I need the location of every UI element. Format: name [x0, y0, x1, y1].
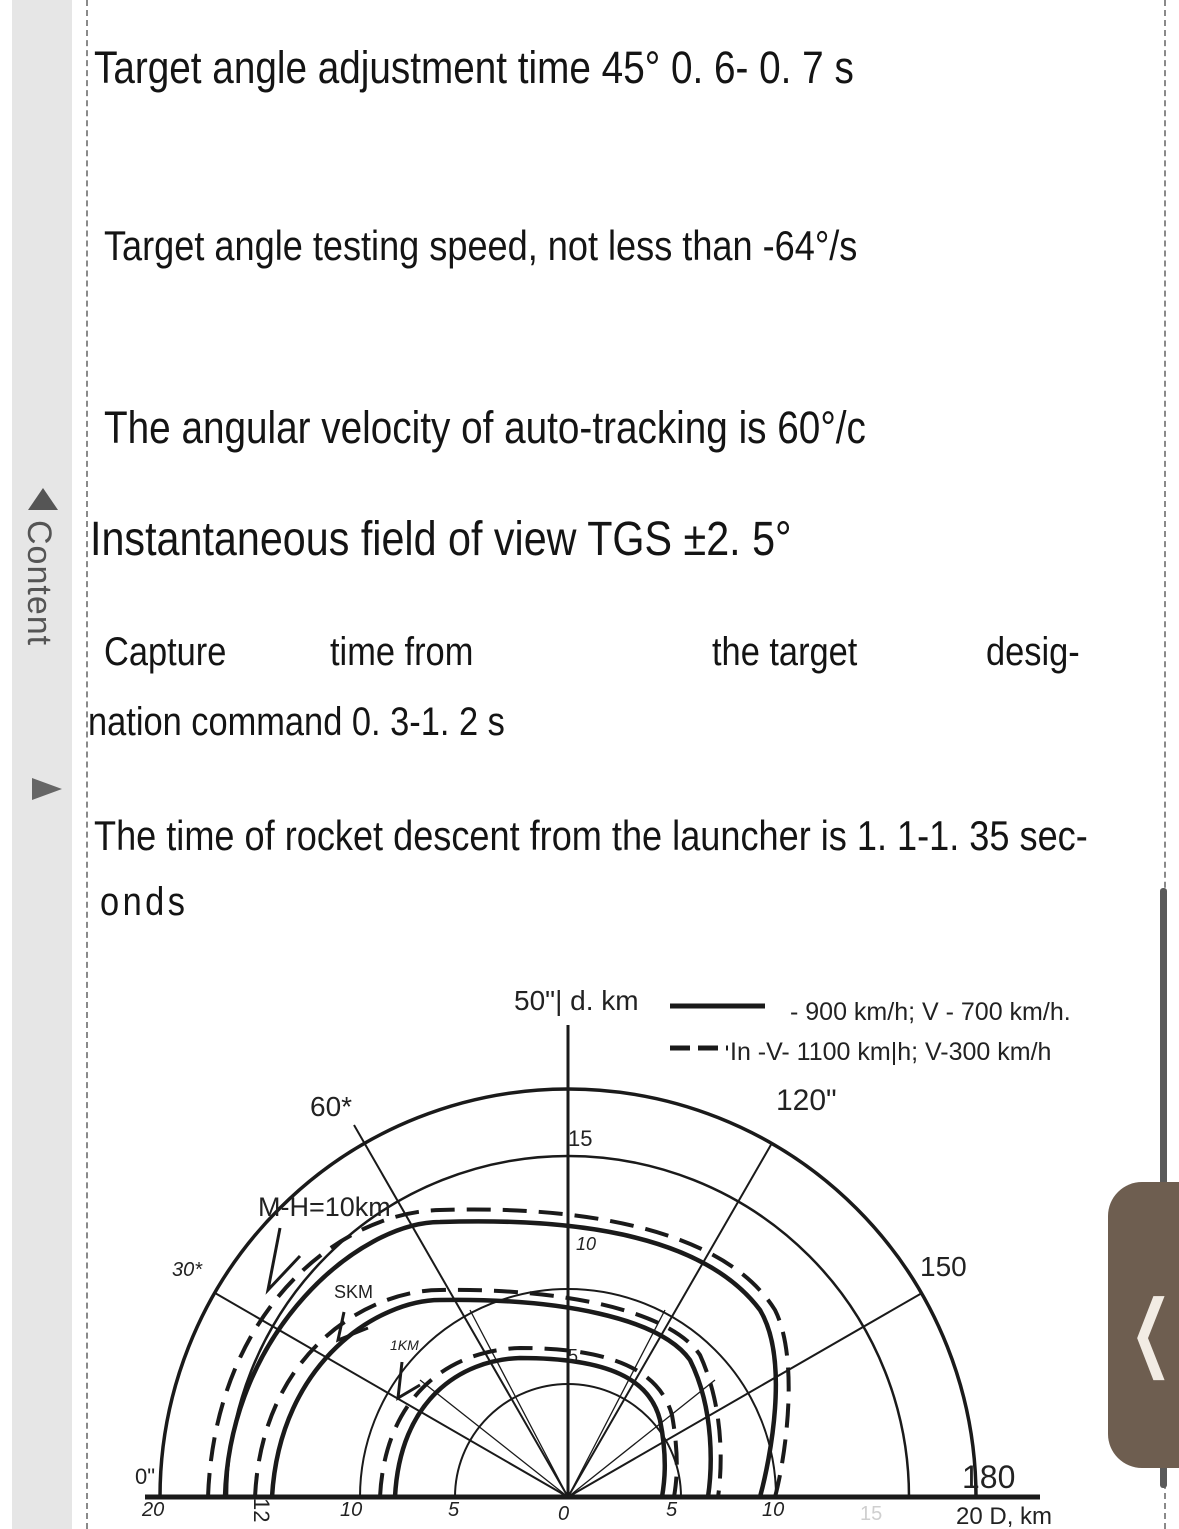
- spec-rocket-descent: The time of rocket descent from the launcher is 1. 1-1. 35 sec-: [94, 812, 1088, 859]
- zone-label-h5: SKM: [334, 1282, 374, 1302]
- range-label-15: 15: [568, 1126, 593, 1151]
- range-label-10: 10: [576, 1234, 597, 1254]
- zone-label-h10: M-H=10km: [258, 1192, 391, 1222]
- x-tick-20: 20: [142, 1499, 165, 1521]
- spec-field-of-view: Instantaneous field of view TGS ±2. 5°: [90, 513, 792, 566]
- range-label-5: 5: [568, 1346, 579, 1366]
- angle-30-label: 30*: [172, 1259, 203, 1281]
- spec-angular-velocity: The angular velocity of auto-tracking is 60°/c: [104, 402, 866, 453]
- collapse-panel-button[interactable]: [1108, 1182, 1179, 1468]
- x-tick-5-left: 5: [448, 1499, 460, 1521]
- radial-120: [568, 1143, 772, 1497]
- yaxis-label: 50"| d. km: [514, 985, 639, 1016]
- chevron-left-icon: ❮: [1130, 1282, 1173, 1380]
- zone-solid-h1: [395, 1358, 665, 1497]
- zone-label-h1: 1KM: [390, 1337, 419, 1353]
- spec-capture-word-4: desig-: [986, 630, 1080, 674]
- angle-180-label: 180: [962, 1459, 1016, 1495]
- angle-60-label: 60*: [310, 1091, 353, 1122]
- spec-testing-speed: Target angle testing speed, not less than -64°/s: [104, 222, 858, 269]
- content-label: Content: [20, 520, 58, 647]
- angle-0-label: 0": [135, 1464, 156, 1489]
- spec-adjustment-time: Target angle adjustment time 45° 0. 6- 0. 7 s: [94, 42, 854, 93]
- spec-capture-word-2: time from: [330, 630, 474, 674]
- angle-120-label: 120": [776, 1084, 837, 1117]
- spec-capture-word-1: Capture: [104, 630, 227, 674]
- x-tick-12: 12: [249, 1498, 274, 1523]
- legend-dashed-text: In -V- 1100 km|h; V-300 km/h: [730, 1038, 1052, 1066]
- zone-dashed-h5: [255, 1290, 721, 1497]
- spec-capture-time: nation command 0. 3-1. 2 s: [88, 700, 505, 744]
- zone-solid-h5: [272, 1300, 711, 1497]
- angle-150-label: 150: [920, 1251, 967, 1282]
- spec-capture-word-3: the target: [712, 630, 858, 674]
- radial-fine-4: [568, 1380, 715, 1497]
- x-tick-0: 0: [558, 1503, 570, 1525]
- x-tick-10-right: 10: [762, 1499, 785, 1521]
- x-tick-5-right: 5: [666, 1499, 678, 1521]
- radial-fine-3: [420, 1380, 568, 1497]
- zone-dashed-h10: [208, 1209, 789, 1497]
- arrow-marker-h10: [268, 1228, 300, 1290]
- spec-rocket-descent-cont: onds: [100, 880, 189, 924]
- x-tick-10-left: 10: [340, 1499, 363, 1521]
- xaxis-label: 20 D, km: [956, 1503, 1053, 1529]
- legend-solid-text: - 900 km/h; V - 700 km/h.: [790, 998, 1071, 1026]
- x-tick-15-right: 15: [860, 1503, 883, 1525]
